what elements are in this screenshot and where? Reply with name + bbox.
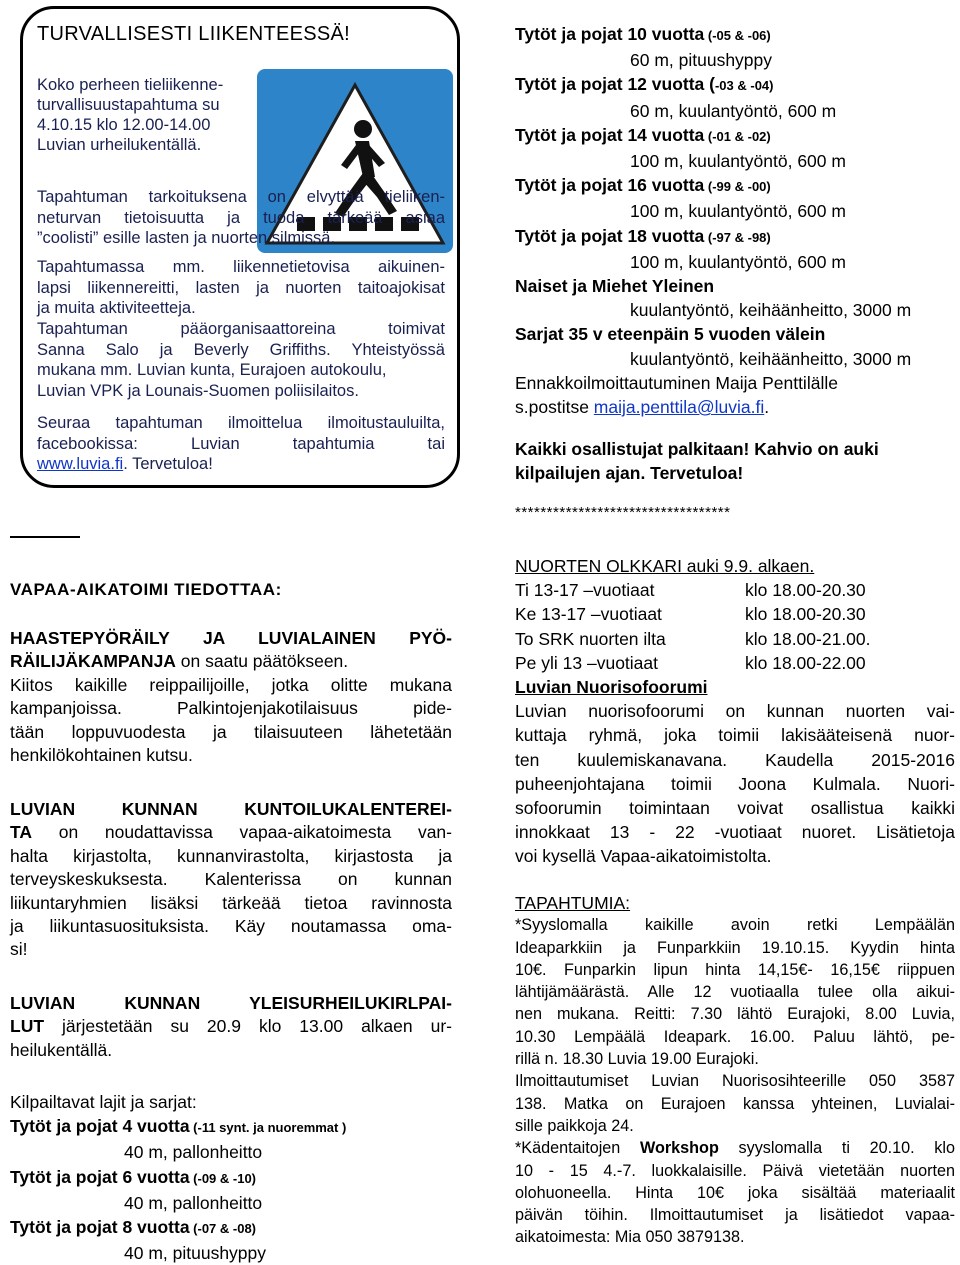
luvia-website-link[interactable]: www.luvia.fi [37, 455, 124, 474]
text-line: ja muita aktiviteetteja. [37, 299, 196, 318]
text-line: Ideaparkkiin ja Funparkkiin 19.10.15. Kyydin hinta [515, 938, 955, 957]
text-line: syyslomalla ti 20.10. klo [718, 1139, 955, 1158]
intro-line: turvallisuustapahtuma su [37, 96, 220, 114]
schedule-time: klo 18.00-20.30 [745, 604, 866, 625]
cycling-campaign-section [10, 627, 452, 767]
text-line: si! [10, 939, 28, 960]
birth-years: (-97 & -98) [704, 229, 771, 245]
birth-years: -03 & -04) [714, 78, 774, 94]
text-line: halta kirjastolta, kunnanvirastolta, kirjastosta ja [10, 845, 452, 866]
text-line: puheenjohtajana toimii Joona Kulmala. Nuori- [515, 773, 955, 794]
age-group: Tytöt ja pojat 16 vuotta [515, 175, 705, 196]
text-line: ja liikuntasuosituksista. Käy noutamassa oma- [10, 916, 452, 937]
text-line: lapsi liikennereitti, lasten ja nuorten taitoajokisat [37, 278, 445, 297]
birth-years: (-09 & -10) [189, 1170, 257, 1186]
schedule-row [515, 602, 955, 626]
box-paragraph-organizers [37, 319, 445, 401]
schedule-time: klo 18.00-20.30 [745, 580, 866, 601]
text-line: Tapahtuman pääorganisaattoreina toimivat [37, 320, 445, 338]
athletics-competition-section [10, 992, 452, 1062]
event-types: 100 m, kuulantyöntö, 600 m [630, 151, 846, 172]
text-line: Kiitos kaikille reippailijoille, jotka olitte mukana [10, 674, 452, 695]
age-group: Sarjat 35 v eteenpäin 5 vuoden välein [515, 324, 826, 345]
text-line: nen mukana. Reitti: 7.30 lähtö Eurajoki, 8.00 Luvia, [515, 1005, 955, 1024]
text-line: terveyskeskuksesta. Kalenterissa on kunnan [10, 869, 452, 890]
section-title: HAASTEPYÖRÄILY JA LUVIALAINEN PYÖ- [10, 628, 452, 648]
schedule-day: Ti 13-17 –vuotiaat [515, 580, 655, 601]
text-line: kampanjoissa. Palkintojenjakotilaisuus pide- [10, 698, 452, 719]
text-line: on saatu päätökseen. [175, 651, 349, 672]
workshop-label: Workshop [639, 1139, 719, 1158]
closing-text: . Tervetuloa! [123, 455, 213, 474]
event-types: kuulantyöntö, keihäänheitto, 3000 m [630, 348, 912, 369]
section-heading: VAPAA-AIKATOIMI TIEDOTTAA: [10, 580, 282, 599]
text-line: heilukentällä. [10, 1039, 113, 1060]
reward-text: Kaikki osallistujat palkitaan! Kahvio on auki [515, 439, 879, 460]
email-link[interactable]: maija.penttila@luvia.fi [593, 397, 765, 418]
event-list-left [10, 1090, 452, 1265]
email-suffix: . [764, 397, 770, 418]
text-line: on noudattavissa vapaa-aikatoimesta van- [32, 822, 452, 843]
divider [10, 536, 80, 538]
text-line: Ilmoittautumiset Luvian Nuorisosihteerille 050 3587 [515, 1072, 955, 1091]
event-types: 100 m, kuulantyöntö, 600 m [630, 251, 846, 272]
intro-line: Luvian urheilukentällä. [37, 136, 202, 154]
text-line: Tapahtuman tarkoituksena on elvyttää tieliiken- [37, 188, 445, 206]
birth-years: (-07 & -08) [189, 1221, 257, 1237]
birth-years: (-05 & -06) [704, 28, 771, 43]
text-line: innokkaat 13 - 22 -vuotiaat nuoret. Lisätietoja [515, 822, 955, 843]
events-label: Kilpailtavat lajit ja sarjat: [10, 1092, 197, 1112]
text-line: henkilökohtainen kutsu. [10, 745, 193, 766]
text-line: aikatoimesta: Mia 050 3879138. [515, 1228, 745, 1247]
age-group: Tytöt ja pojat 6 vuotta [10, 1166, 190, 1187]
age-group: Tytöt ja pojat 10 vuotta [515, 24, 705, 44]
event-types: 40 m, pallonheitto [124, 1142, 263, 1163]
event-types: kuulantyöntö, keihäänheitto, 3000 m [630, 300, 912, 321]
text-line: Luvian nuorisofoorumi on kunnan nuorten vai- [515, 701, 955, 722]
text-line: mukana mm. Luvian kunta, Eurajoen autokoulu, [37, 361, 387, 380]
section-title: RÄILIJÄKAMPANJA [10, 651, 176, 672]
text-line: järjestetään su 20.9 klo 13.00 alkaen ur- [44, 1016, 452, 1037]
section-title: LUVIAN KUNNAN YLEISURHEILUKIRLPAI- [10, 993, 452, 1013]
intro-text [37, 75, 252, 155]
fitness-calendar-section [10, 798, 452, 962]
star-separator: ********************************** [515, 504, 731, 521]
intro-line: 4.10.15 klo 12.00-14.00 [37, 116, 211, 134]
text-line: ten kuulemiskanavana. Kaudella 2015-2016 [515, 749, 955, 770]
box-title: TURVALLISESTI LIIKENTEESSÄ! [37, 23, 351, 45]
text-line: Sanna Salo ja Beverly Griffiths. Yhteistyössä [37, 340, 445, 359]
events-section [515, 892, 955, 1249]
text-line: neturvan tietoisuutta ja tuoda tärkeää asiaa [37, 208, 445, 227]
text-line: *Syyslomalla kaikille avoin retki Lempäälän [515, 916, 955, 935]
age-group: Tytöt ja pojat 8 vuotta [10, 1217, 190, 1238]
text-line: päivän töihin. Ilmoittautumiset ja lisätiedot vapaa- [515, 1206, 955, 1225]
box-paragraph-follow [37, 413, 445, 475]
intro-line: Koko perheen tieliikenne- [37, 76, 224, 94]
text-line: olohuoneella. Hinta 10€ joka sisältää materiaalit [515, 1183, 955, 1202]
text-line: facebookissa: Luvian tapahtumia tai [37, 434, 445, 453]
schedule-row [515, 578, 955, 602]
text-line: Seuraa tapahtuman ilmoittelua ilmoitustauluilta, [37, 414, 445, 432]
section-title: NUORTEN OLKKARI auki 9.9. alkaen. [515, 556, 815, 576]
text-line: voi kysellä Vapaa-aikatoimistolta. [515, 846, 772, 867]
section-title: Luvian Nuorisofoorumi [515, 677, 708, 698]
info-box [20, 6, 460, 488]
schedule-day: To SRK nuorten ilta [515, 628, 666, 649]
text-line: sille paikkoja 24. [515, 1116, 634, 1135]
text-line: liikuntaryhmien lisäksi tärkeää tietoa ravinnosta [10, 892, 452, 913]
age-group: Tytöt ja pojat 14 vuotta [515, 124, 705, 145]
event-types: 40 m, pallonheitto [124, 1192, 263, 1213]
birth-years: (-11 synt. ja nuoremmat ) [189, 1120, 347, 1136]
text-line: tään loppuvuodesta ja tilaisuuteen lähetetään [10, 721, 452, 742]
event-types: 100 m, kuulantyöntö, 600 m [630, 201, 846, 222]
text-line: sofoorumin toimintaan voivat osallistua kaikki [515, 798, 955, 819]
schedule-row [515, 627, 955, 651]
section-title: TA [10, 822, 33, 843]
text-line: rillä n. 18.30 Luvia 19.00 Eurajoki. [515, 1050, 759, 1069]
age-group: Tytöt ja pojat 18 vuotta [515, 225, 705, 246]
youth-lounge-section [515, 554, 955, 869]
box-paragraph-purpose [37, 187, 445, 249]
schedule-row [515, 651, 955, 675]
birth-years: (-01 & -02) [704, 128, 771, 144]
text-line: Luvian VPK ja Lounais-Suomen poliisilaitos. [37, 381, 359, 400]
text-line: Tapahtumassa mm. liikennetietovisa aikuinen- [37, 258, 445, 276]
event-types: 60 m, pituushyppy [630, 50, 773, 71]
section-title: LUVIAN KUNNAN KUNTOILUKALENTEREI- [10, 799, 452, 819]
schedule-time: klo 18.00-22.00 [745, 652, 866, 673]
text-line: kuttaja ryhmä, joka toimii lakisääteisenä nuor- [515, 725, 955, 746]
event-list-right [515, 22, 955, 486]
schedule-time: klo 18.00-21.00. [745, 628, 871, 649]
text-line: 138. Matka on Eurajoen kanssa yhteinen, Luvialai- [515, 1094, 955, 1113]
text-line: lähtijämäärästä. Alle 12 vuotiaalla tulee olla aikui- [515, 983, 955, 1002]
text-line: *Kädentaitojen [515, 1139, 640, 1158]
text-line: 10€. Funparkin lipun hinta 14,15€- 16,15€ riippuen [515, 960, 955, 979]
text-line: ”coolisti” esille lasten ja nuorten silmissä. [37, 229, 336, 248]
text-line: 10.30 Lempäälä Ideapark. 16.00. Paluu lähtö, pe- [515, 1027, 955, 1046]
enrollment-text: Ennakkoilmoittautuminen Maija Penttilälle [515, 372, 838, 393]
schedule-day: Ke 13-17 –vuotiaat [515, 604, 662, 625]
event-types: 60 m, kuulantyöntö, 600 m [630, 100, 837, 121]
birth-years: (-99 & -00) [704, 179, 771, 195]
event-types: 40 m, pituushyppy [124, 1243, 267, 1264]
age-group: Tytöt ja pojat 12 vuotta ( [515, 74, 715, 95]
section-title: TAPAHTUMIA: [515, 893, 631, 913]
age-group: Tytöt ja pojat 4 vuotta [10, 1116, 190, 1137]
schedule-day: Pe yli 13 –vuotiaat [515, 652, 659, 673]
email-prefix: s.postitse [515, 397, 594, 418]
section-title: LUT [10, 1016, 45, 1037]
text-line: 10 - 15 4.-7. luokkalaisille. Päivä vietetään nuorten [515, 1161, 955, 1180]
box-paragraph-activities [37, 257, 445, 319]
age-group: Naiset ja Miehet Yleinen [515, 276, 715, 297]
reward-text: kilpailujen ajan. Tervetuloa! [515, 463, 744, 484]
